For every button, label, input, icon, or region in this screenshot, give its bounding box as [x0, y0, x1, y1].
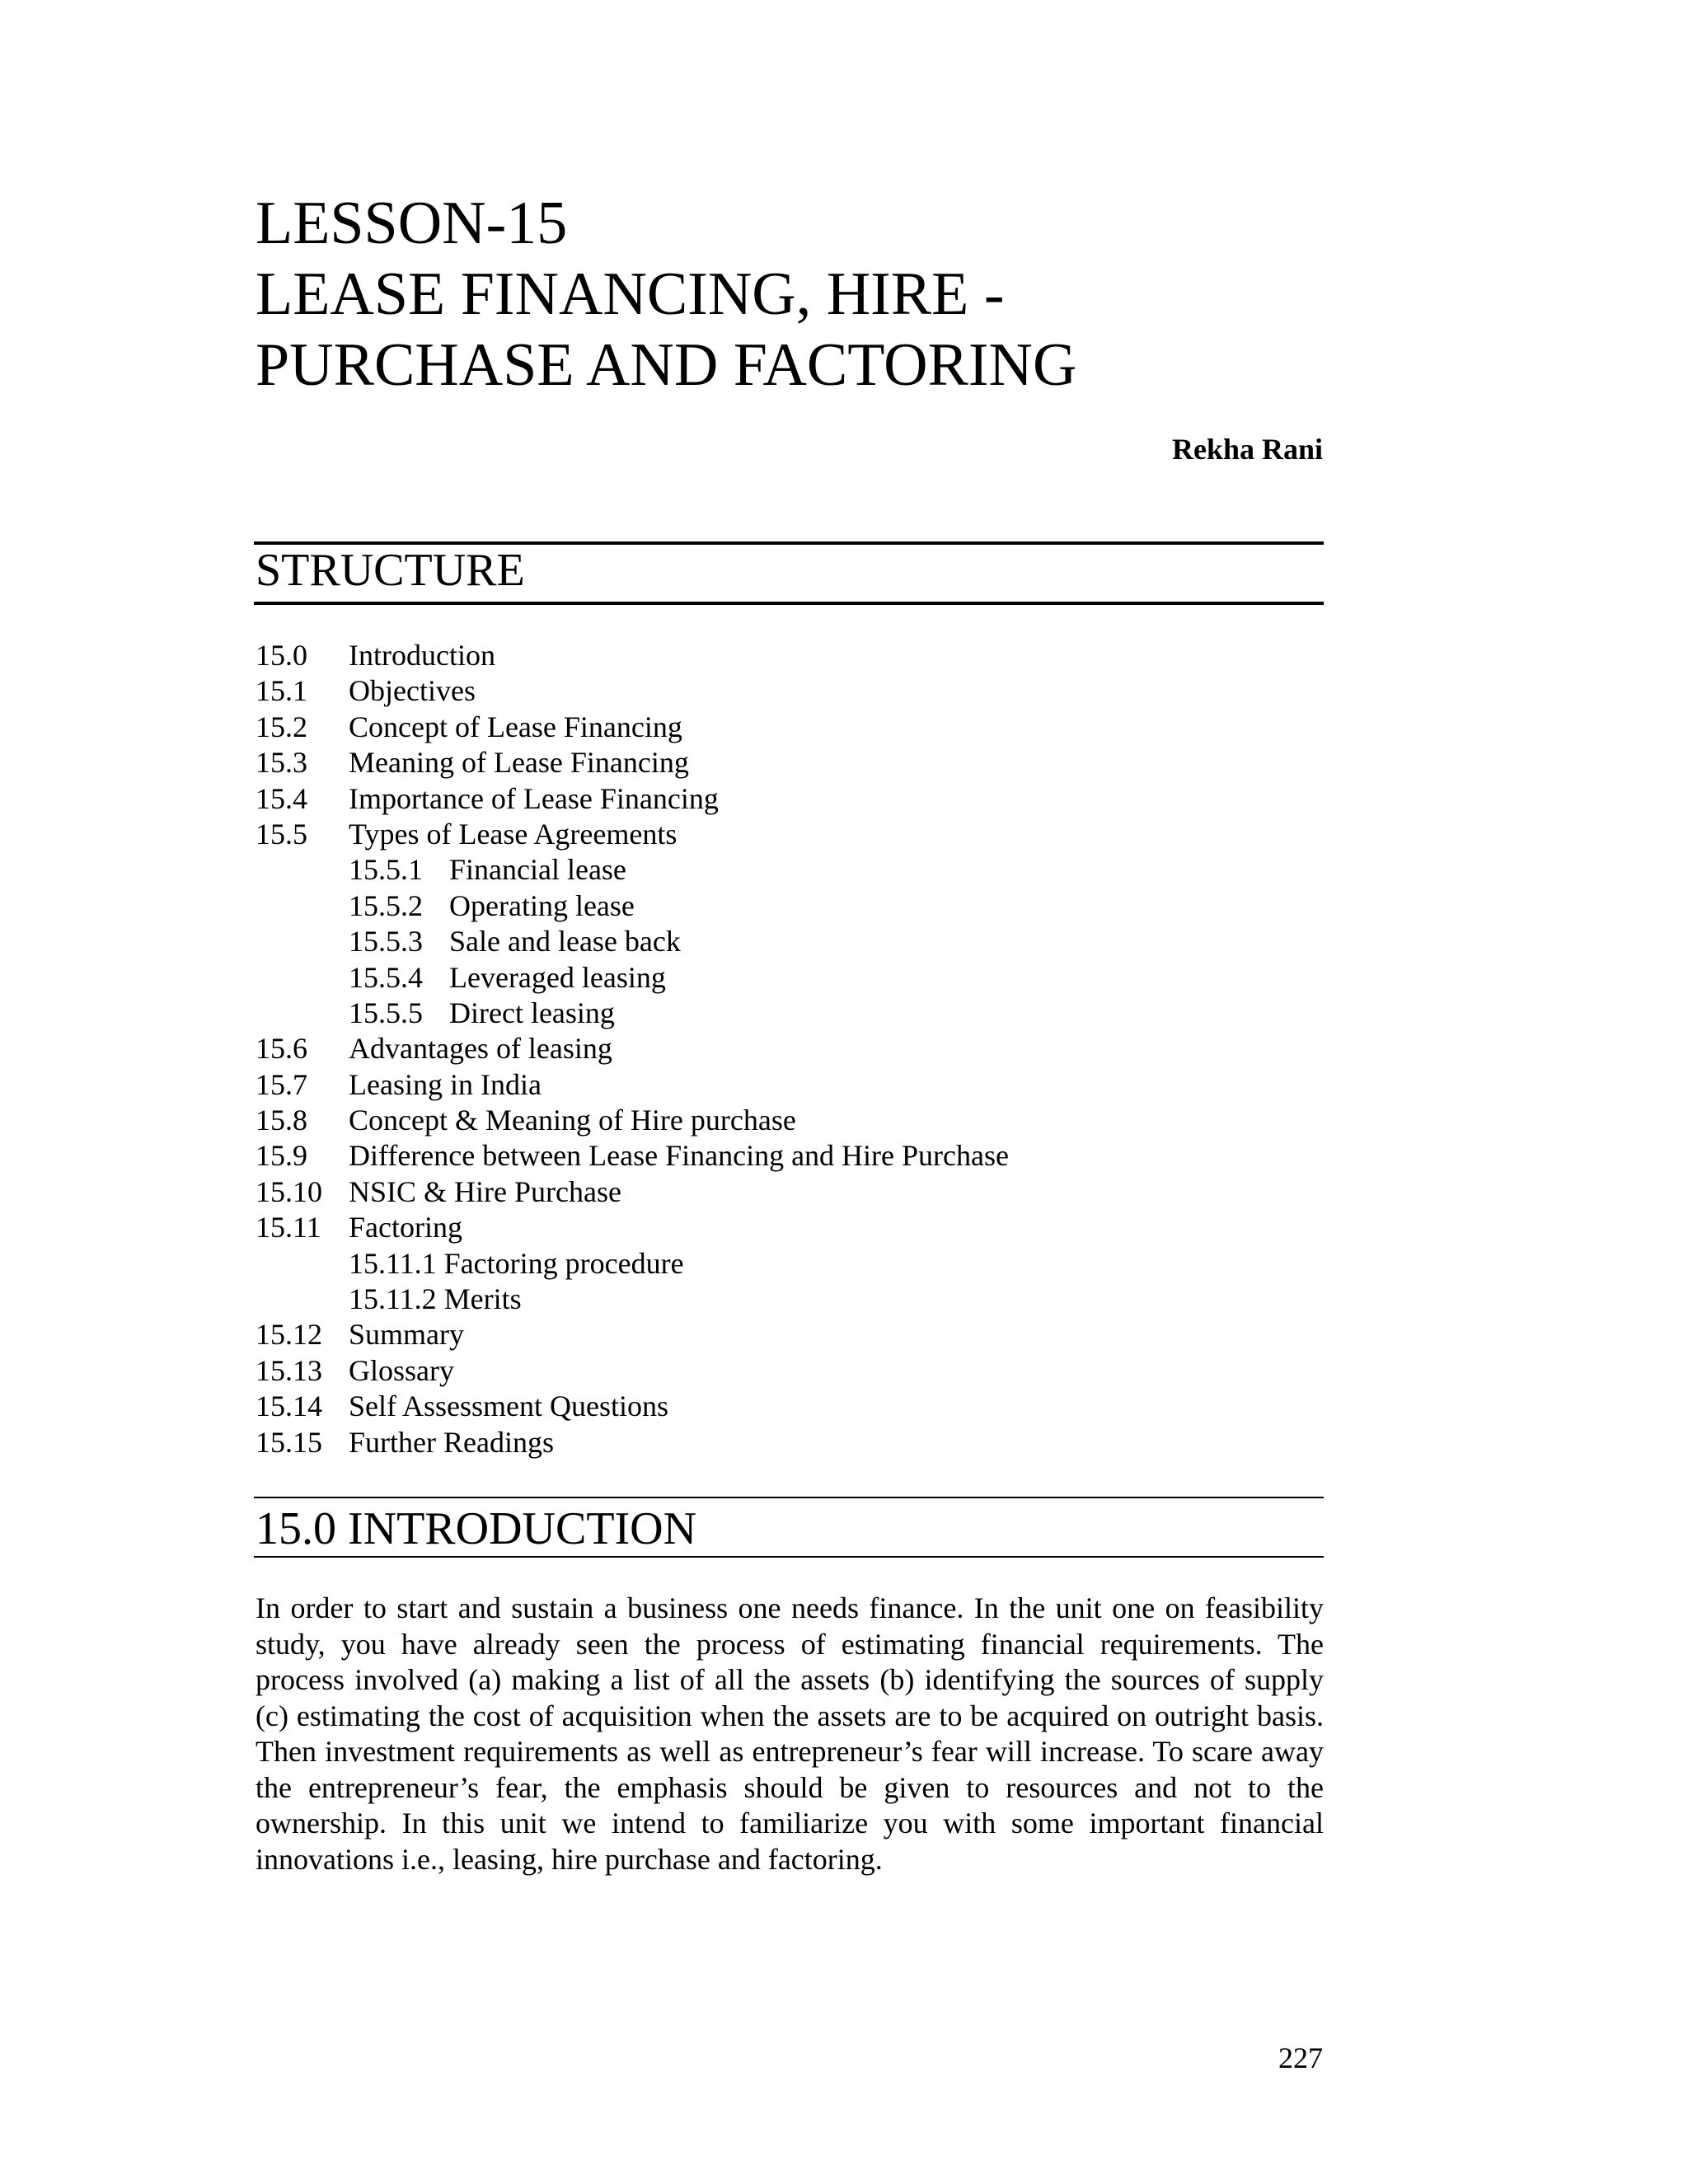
structure-item — [256, 1282, 1327, 1317]
structure-item-number: 15.9 — [256, 1139, 307, 1173]
structure-item-number: 15.2 — [256, 710, 307, 743]
structure-item-number: 15.5.1 — [349, 853, 423, 887]
structure-item-label: Further Readings — [349, 1425, 554, 1459]
structure-item-number: 15.5.5 — [349, 996, 423, 1029]
structure-item-label: Advantages of leasing — [349, 1032, 612, 1066]
structure-item-number: 15.8 — [256, 1104, 307, 1137]
structure-item-label: Meaning of Lease Financing — [349, 746, 689, 780]
structure-item — [256, 673, 1327, 709]
structure-item-label: Introduction — [349, 639, 495, 672]
structure-item-label: Factoring — [349, 1211, 462, 1244]
structure-item-number: 15.15 — [256, 1425, 322, 1459]
structure-item-label: Direct leasing — [449, 996, 615, 1029]
structure-item — [256, 817, 1327, 852]
lesson-title-line-3: PURCHASE AND FACTORING — [256, 331, 1077, 399]
structure-item-label: Operating lease — [449, 888, 635, 922]
structure-item — [256, 638, 1327, 673]
structure-item — [256, 1067, 1327, 1103]
structure-item-number: 15.10 — [256, 1174, 322, 1208]
structure-item-label: Sale and lease back — [449, 925, 681, 958]
structure-item-label: Concept & Meaning of Hire purchase — [349, 1104, 796, 1137]
structure-item — [256, 1031, 1327, 1066]
introduction-paragraph: In order to start and sustain a business one needs finance. In the unit one on feasibility study, you have already seen the process of estimating financial requirements. The process involved (a) making a list of all the assets (b) identifying the sources of supply (c) estimating the cost of acquisition when the assets are to be acquired on outright basis. Then investment requirements as well as entrepreneur’s fear will increase. To scare away the entrepreneur’s fear, the emphasis should be given to resources and not to the ownership. In this unit we intend to familiarize you with some important financial innovations i.e., leasing, hire purchase and factoring. — [256, 1591, 1324, 1876]
structure-item — [256, 1246, 1327, 1282]
structure-item — [256, 1174, 1327, 1210]
structure-item-label: Objectives — [349, 674, 476, 708]
structure-item-label: Importance of Lease Financing — [349, 781, 719, 815]
structure-item-number: 15.5.2 — [349, 888, 423, 922]
structure-item — [256, 1210, 1327, 1245]
structure-item — [256, 960, 1327, 996]
structure-item-number: 15.11.1 — [349, 1246, 437, 1280]
structure-item — [256, 781, 1327, 817]
structure-item — [256, 888, 1327, 924]
structure-item — [256, 1317, 1327, 1352]
structure-item-number: 15.5.4 — [349, 960, 423, 994]
lesson-title — [256, 188, 1409, 401]
structure-item — [256, 924, 1327, 959]
structure-item — [256, 1389, 1327, 1424]
lesson-title-line-1: LESSON-15 — [256, 190, 568, 257]
structure-item-label: Leveraged leasing — [449, 960, 666, 994]
structure-item-label: Types of Lease Agreements — [349, 817, 678, 851]
structure-item-number: 15.5.3 — [349, 925, 423, 958]
structure-item-label: Leasing in India — [349, 1067, 542, 1101]
structure-item-label: Self Assessment Questions — [349, 1390, 669, 1423]
structure-item-label: Glossary — [349, 1353, 454, 1387]
structure-item — [256, 1138, 1327, 1174]
author-name: Rekha Rani — [1171, 433, 1323, 466]
structure-item — [256, 1103, 1327, 1138]
structure-item — [256, 710, 1327, 745]
structure-item-number: 15.11 — [256, 1211, 321, 1244]
structure-item-number: 15.13 — [256, 1353, 322, 1387]
structure-item-number: 15.7 — [256, 1067, 307, 1101]
structure-item — [256, 1425, 1327, 1460]
introduction-bottom-rule — [254, 1556, 1324, 1558]
structure-item-number: 15.6 — [256, 1032, 307, 1066]
structure-list — [256, 638, 1327, 1460]
structure-item — [256, 745, 1327, 780]
structure-item-number: 15.1 — [256, 674, 307, 708]
structure-item-number: 15.3 — [256, 746, 307, 780]
structure-item — [256, 996, 1327, 1031]
structure-item-text — [349, 1246, 684, 1282]
structure-heading: STRUCTURE — [256, 545, 525, 596]
structure-item-label: NSIC & Hire Purchase — [349, 1174, 621, 1208]
structure-item-label: Summary — [349, 1318, 464, 1352]
structure-item-number: 15.5 — [256, 817, 307, 851]
structure-item-label: Merits — [443, 1282, 522, 1316]
structure-item-label: Financial lease — [449, 853, 626, 887]
introduction-heading: 15.0 INTRODUCTION — [256, 1503, 697, 1554]
structure-item-number: 15.12 — [256, 1318, 322, 1352]
structure-item-label: Concept of Lease Financing — [349, 710, 682, 743]
structure-item-label: Difference between Lease Financing and Hire Purchase — [349, 1139, 1009, 1173]
structure-item-label: Factoring procedure — [443, 1246, 684, 1280]
structure-item-number: 15.4 — [256, 781, 307, 815]
structure-item-text — [349, 1282, 522, 1317]
structure-item — [256, 852, 1327, 888]
introduction-top-rule — [254, 1497, 1324, 1498]
page-number: 227 — [1278, 2041, 1323, 2074]
structure-item-number: 15.11.2 — [349, 1282, 437, 1316]
structure-item-number: 15.14 — [256, 1390, 322, 1423]
lesson-title-line-2: LEASE FINANCING, HIRE - — [256, 260, 1005, 328]
structure-item-number: 15.0 — [256, 639, 307, 672]
structure-bottom-rule — [254, 602, 1324, 605]
structure-item — [256, 1353, 1327, 1389]
